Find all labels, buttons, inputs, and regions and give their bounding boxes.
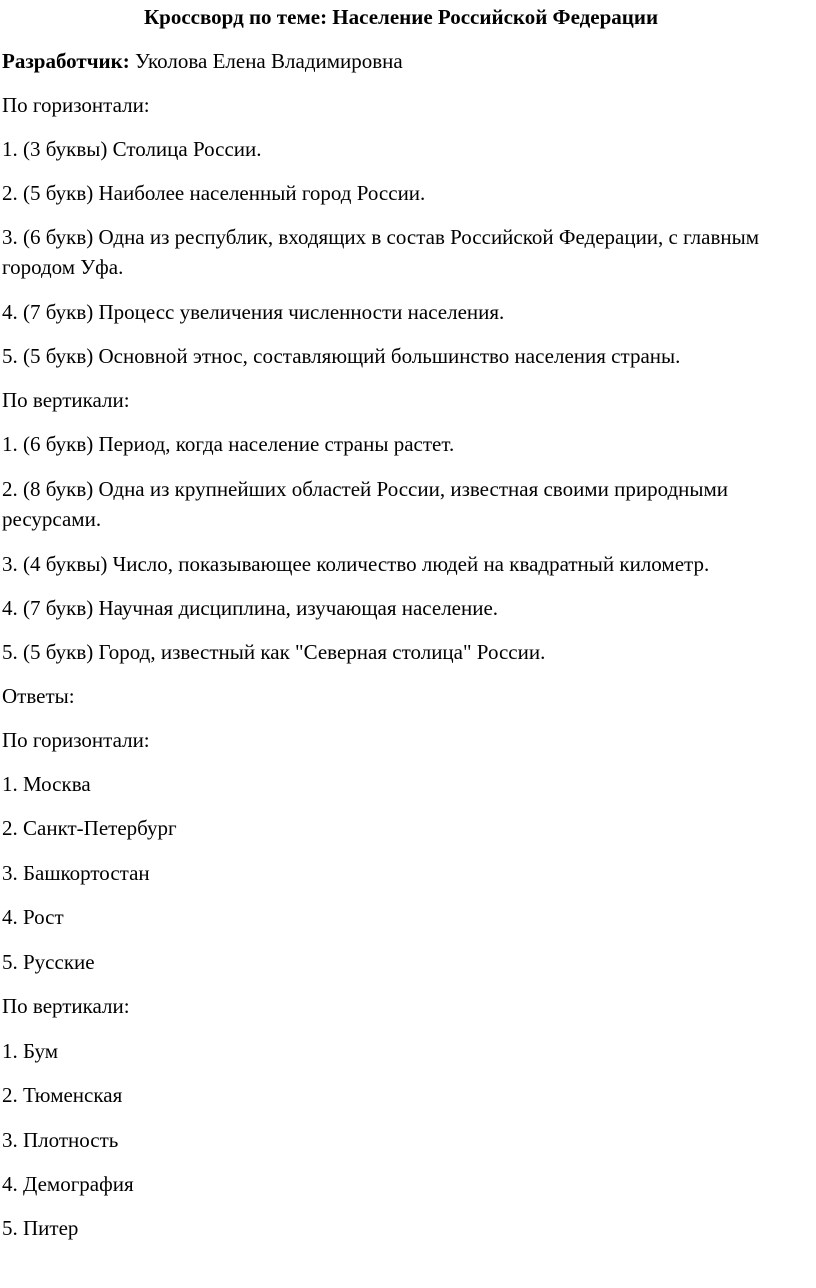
down-clue-5: 5. (5 букв) Город, известный как "Северная столица" России. — [2, 640, 546, 664]
across-clue-1: 1. (3 буквы) Столица России. — [2, 137, 262, 161]
across-clue-5: 5. (5 букв) Основной этнос, составляющий большинство населения страны. — [2, 344, 681, 368]
author-label: Разработчик: — [2, 49, 130, 73]
answer-down-3: 3. Плотность — [2, 1128, 119, 1152]
answer-down-4: 4. Демография — [2, 1172, 134, 1196]
answer-across-1: 1. Москва — [2, 772, 91, 796]
down-clue-3: 3. (4 буквы) Число, показывающее количество людей на квадратный километр. — [2, 552, 710, 576]
across-clue-3: 3. (6 букв) Одна из республик, входящих в состав Российской Федерации, с главным городом Уфа. — [2, 225, 760, 279]
document-title: Кроссворд по теме: Население Российской Федерации — [143, 5, 659, 29]
answer-down-2: 2. Тюменская — [2, 1083, 123, 1107]
down-heading: По вертикали: — [2, 388, 130, 412]
across-clue-4: 4. (7 букв) Процесс увеличения численности населения. — [2, 300, 505, 324]
across-clue-2: 2. (5 букв) Наиболее населенный город России. — [2, 181, 426, 205]
answer-across-4: 4. Рост — [2, 905, 64, 929]
author-name: Уколова Елена Владимировна — [129, 49, 403, 73]
answer-down-1: 1. Бум — [2, 1039, 59, 1063]
answers-down-heading: По вертикали: — [2, 994, 130, 1018]
answers-heading: Ответы: — [2, 684, 75, 708]
answer-across-5: 5. Русские — [2, 950, 95, 974]
across-heading: По горизонтали: — [2, 93, 150, 117]
down-clue-2: 2. (8 букв) Одна из крупнейших областей России, известная своими природными ресурсами. — [2, 477, 729, 531]
answer-across-3: 3. Башкортостан — [2, 861, 150, 885]
answers-across-heading: По горизонтали: — [2, 728, 150, 752]
answer-across-2: 2. Санкт-Петербург — [2, 816, 177, 840]
down-clue-4: 4. (7 букв) Научная дисциплина, изучающая население. — [2, 596, 499, 620]
author-line — [2, 46, 800, 76]
down-clue-1: 1. (6 букв) Период, когда население страны растет. — [2, 432, 455, 456]
answer-down-5: 5. Питер — [2, 1216, 79, 1240]
